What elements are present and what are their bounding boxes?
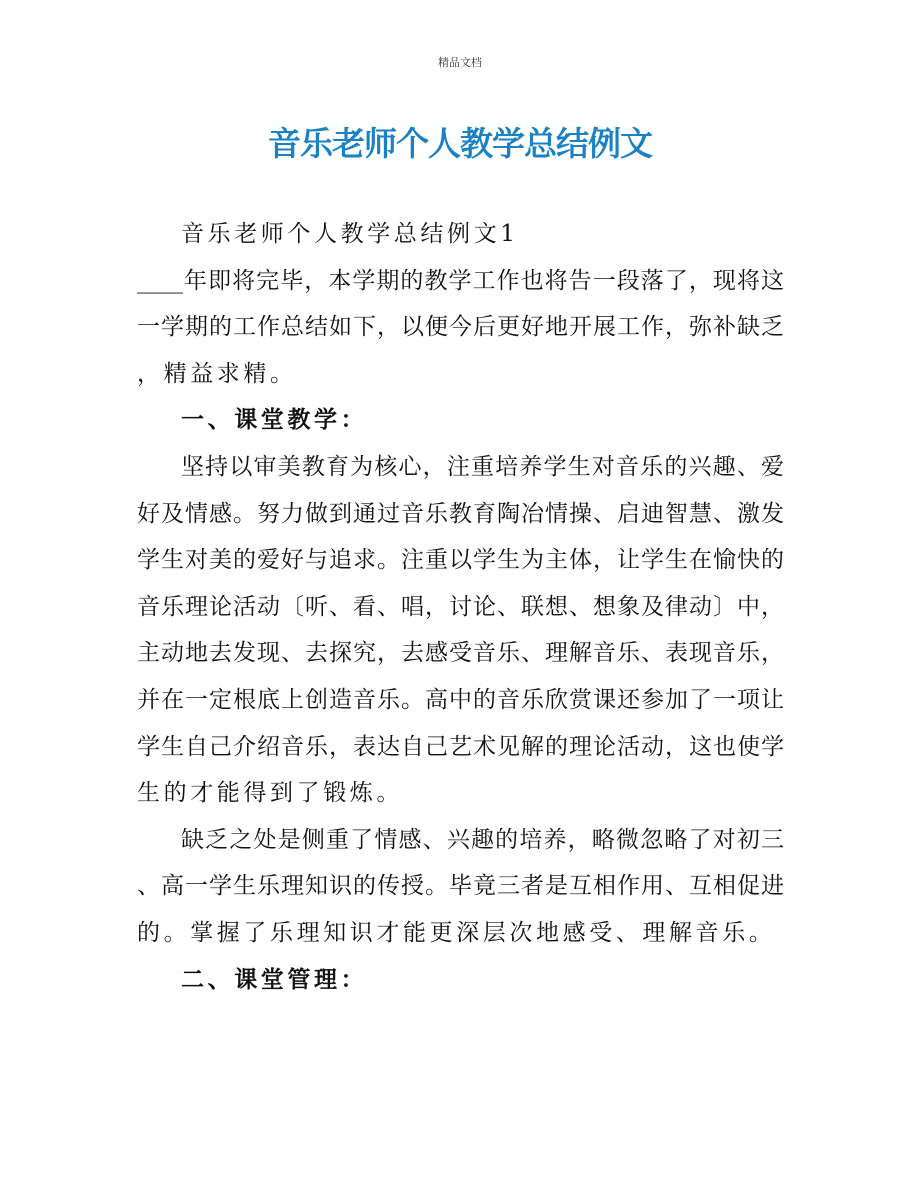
- paragraph-line: 生的才能得到了锻炼。: [137, 780, 403, 807]
- paragraph-line: 并在一定根底上创造音乐。高中的音乐欣赏课还参加了一项让: [137, 686, 784, 713]
- document-title: 音乐老师个人教学总结例文: [268, 124, 652, 163]
- section-heading: 二、课堂管理：: [181, 966, 368, 993]
- paragraph-line: 、高一学生乐理知识的传授。毕竟三者是互相作用、互相促进: [137, 873, 784, 900]
- paragraph-line: 学生自己介绍音乐，表达自己艺术见解的理论活动，这也使学: [137, 733, 784, 760]
- paragraph-line: 音乐理论活动〔听、看、唱，讨论、联想、想象及律动〕中，: [137, 593, 784, 620]
- paragraph-line: 好及情感。努力做到通过音乐教育陶冶情操、启迪智慧、激发: [137, 500, 784, 527]
- paragraph-line: ，精益求精。: [137, 360, 297, 387]
- section-heading: 一、课堂教学：: [181, 407, 368, 434]
- paragraph-line: 坚持以审美教育为核心，注重培养学生对音乐的兴趣、爱: [181, 453, 784, 480]
- document-body: [137, 211, 787, 1003]
- paragraph-line: 主动地去发现、去探究，去感受音乐、理解音乐、表现音乐，: [137, 640, 784, 667]
- paragraph-line: 音乐老师个人教学总结例文1: [181, 221, 519, 247]
- page-header: 精品文档: [438, 56, 482, 69]
- paragraph-line: 的。掌握了乐理知识才能更深层次地感受、理解音乐。: [137, 919, 776, 946]
- paragraph-line: ____年即将完毕，本学期的教学工作也将告一段落了，现将这: [137, 267, 784, 294]
- paragraph-line: 一学期的工作总结如下，以便今后更好地开展工作，弥补缺乏: [137, 314, 784, 341]
- paragraph-line: 缺乏之处是侧重了情感、兴趣的培养，略微忽略了对初三: [181, 826, 784, 853]
- paragraph-line: 学生对美的爱好与追求。注重以学生为主体，让学生在愉快的: [137, 547, 784, 574]
